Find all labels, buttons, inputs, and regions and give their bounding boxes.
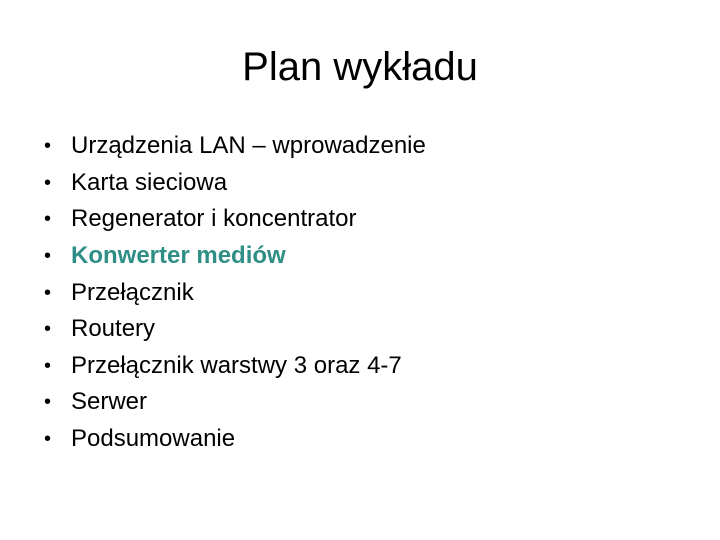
- list-item-text: Serwer: [71, 388, 148, 416]
- list-item-text: Konwerter mediów: [71, 242, 286, 270]
- list-item: [44, 128, 426, 165]
- list-item: [44, 348, 426, 385]
- bullet-icon: •: [44, 281, 52, 304]
- bullet-icon: •: [44, 354, 52, 377]
- slide-title-text: Plan wykładu: [242, 45, 478, 89]
- list-item-text: Podsumowanie: [71, 425, 236, 453]
- list-item-text: Urządzenia LAN – wprowadzenie: [71, 132, 426, 160]
- list-item: [44, 421, 426, 458]
- list-item-text: Karta sieciowa: [71, 168, 228, 196]
- list-item-text: Routery: [71, 315, 156, 343]
- list-item-text: Przełącznik: [71, 278, 194, 306]
- bullet-icon: •: [44, 428, 52, 451]
- bullet-icon: •: [44, 391, 52, 414]
- bullet-icon: •: [44, 245, 52, 268]
- list-item: [44, 311, 426, 348]
- list-item: [44, 165, 426, 202]
- bullet-icon: •: [44, 171, 52, 194]
- agenda-list: [44, 128, 426, 457]
- list-item-text: Przełącznik warstwy 3 oraz 4-7: [71, 351, 402, 379]
- bullet-icon: •: [44, 135, 52, 158]
- slide-title: [0, 42, 720, 92]
- bullet-icon: •: [44, 318, 52, 341]
- list-item-text: Regenerator i koncentrator: [71, 205, 357, 233]
- list-item: [44, 201, 426, 238]
- list-item: [44, 274, 426, 311]
- list-item: [44, 384, 426, 421]
- bullet-icon: •: [44, 208, 52, 231]
- list-item: [44, 238, 426, 275]
